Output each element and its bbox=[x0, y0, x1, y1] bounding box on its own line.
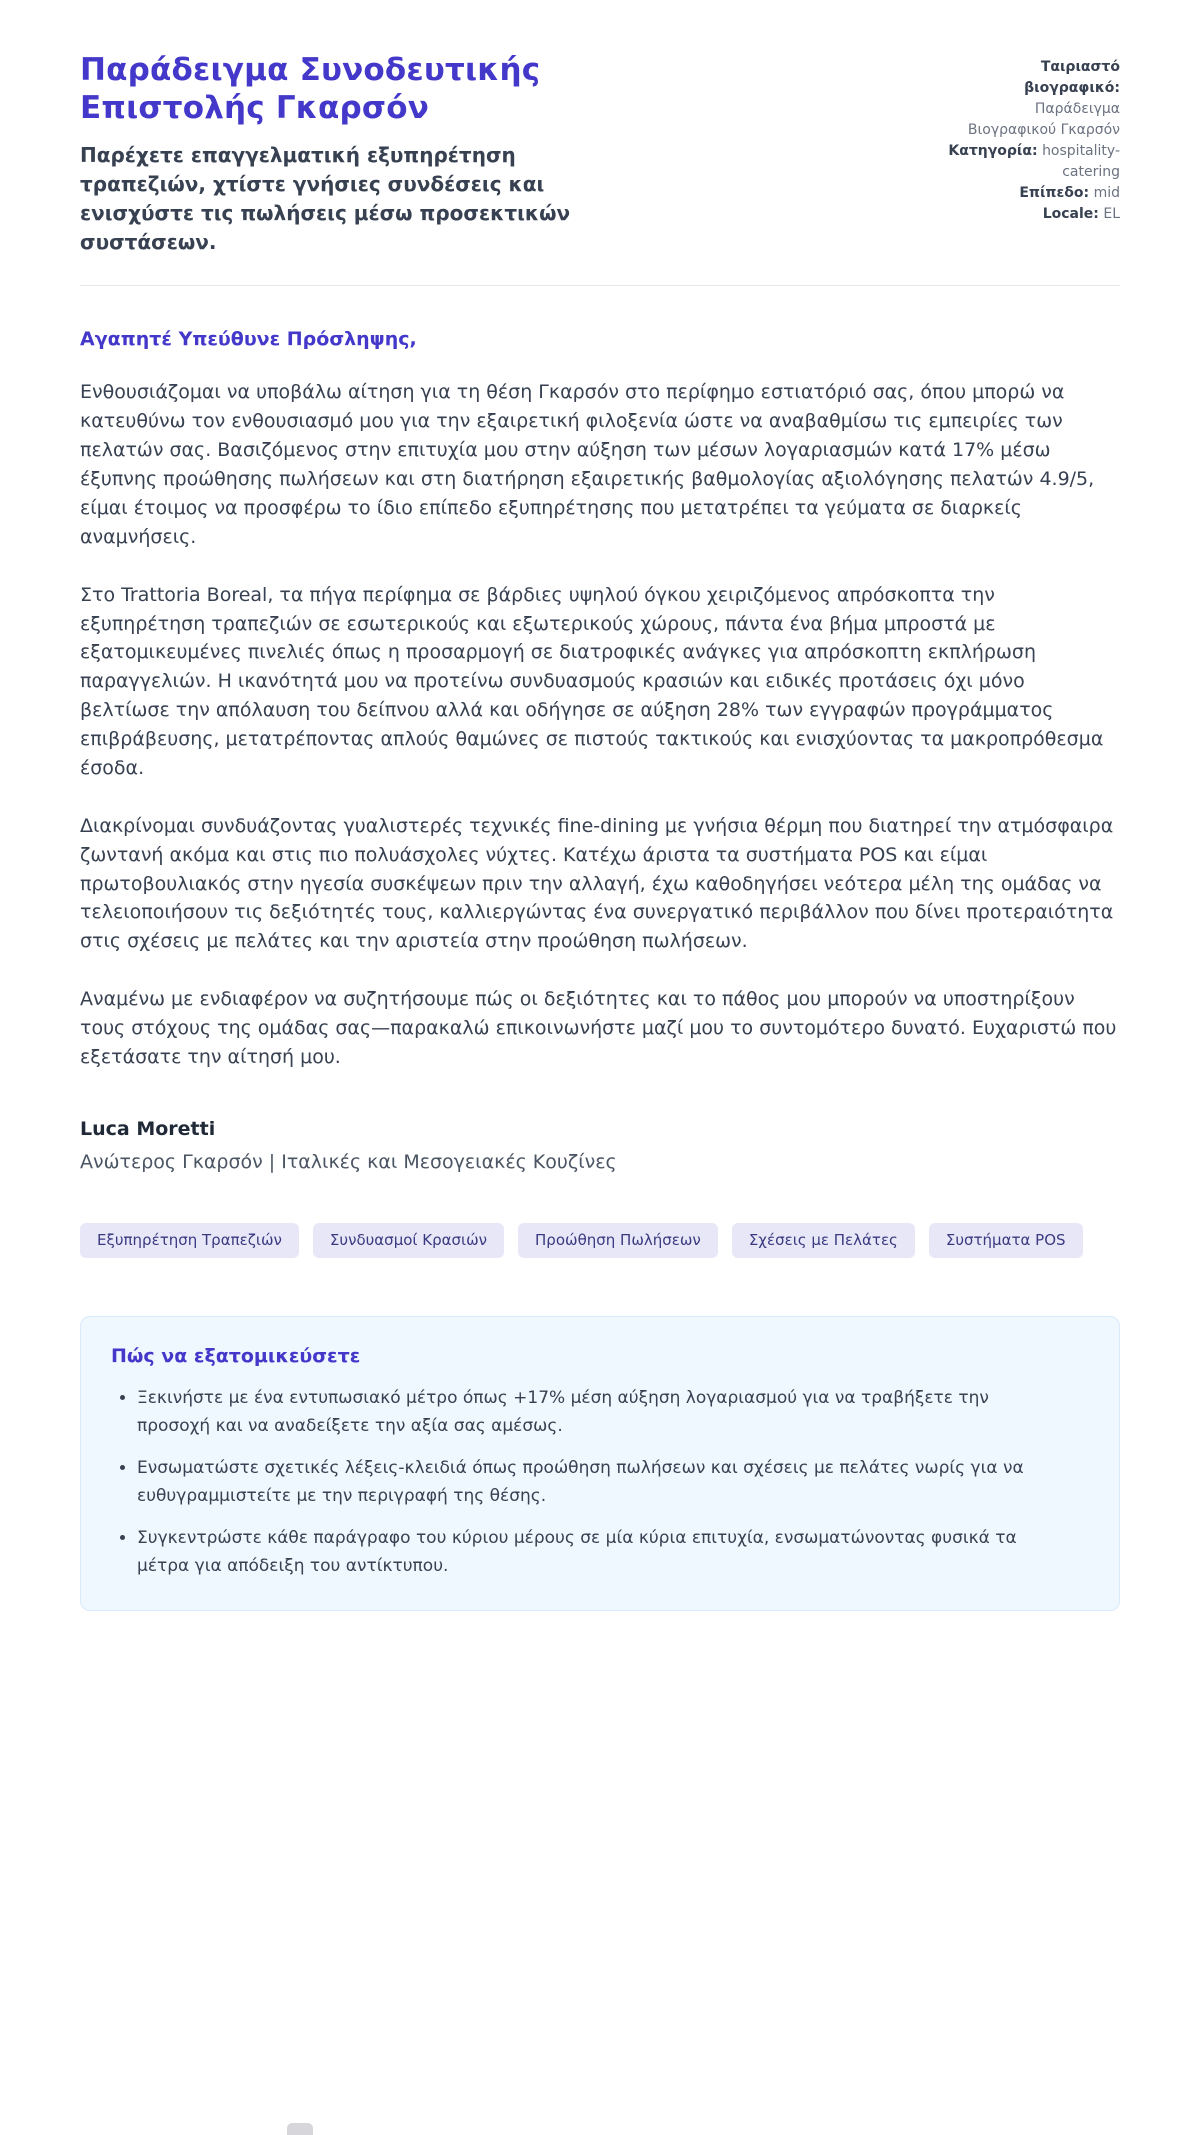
skill-tag: Προώθηση Πωλήσεων bbox=[518, 1223, 718, 1258]
skill-tag: Συνδυασμοί Κρασιών bbox=[313, 1223, 504, 1258]
partial-element-cutoff bbox=[287, 2123, 313, 2135]
header bbox=[80, 52, 1120, 257]
header-left bbox=[80, 52, 645, 257]
tip-item: • Συγκεντρώστε κάθε παράγραφο του κύριου μέρους σε μία κύρια επιτυχία, ενσωματώνοντας φυσικά τα μέτρα για απόδειξη του αντίκτυπου. bbox=[137, 1525, 1037, 1580]
tip-item: • Ξεκινήστε με ένα εντυπωσιακό μέτρο όπως +17% μέση αύξηση λογαριασμού για να τραβήξετε την προσοχή και να αναδείξετε την αξία σας αμέσως. bbox=[137, 1385, 1037, 1440]
page-title: Παράδειγμα Συνοδευτικής Επιστολής Γκαρσόν bbox=[80, 52, 541, 126]
signature-role: Ανώτερος Γκαρσόν | Ιταλικές και Μεσογειακές Κουζίνες bbox=[80, 1150, 617, 1173]
customization-tips-box bbox=[80, 1316, 1120, 1611]
signature-name: Luca Moretti bbox=[80, 1117, 216, 1140]
skill-tag: Συστήματα POS bbox=[929, 1223, 1083, 1258]
meta-label: Ταιριαστό βιογραφικό: bbox=[1024, 59, 1120, 96]
letter-paragraph: Ενθουσιάζομαι να υποβάλω αίτηση για τη θέση Γκαρσόν στο περίφημο εστιατόριό σας, όπου μπορώ να κατευθύνω τον ενθουσιασμό μου για την εξαιρετική φιλοξενία ώστε να αναβαθμίσω τις εμπειρίες των πελατών σας. Βασιζόμενος στην επιτυχία μου στην αύξηση των μέσων λογαριασμών κατά 17% μέσω έξυπνης προώθησης πωλήσεων και στη διατήρηση εξαιρετικής βαθμολογίας αξιολόγησης πελατών 4.9/5, είμαι έτοιμος να προσφέρω το ίδιο επίπεδο εξυπηρέτησης που μετατρέπει τα γεύματα σε διαρκείς αναμνήσεις. bbox=[80, 381, 1095, 548]
skill-tag: Εξυπηρέτηση Τραπεζιών bbox=[80, 1223, 299, 1258]
divider bbox=[80, 285, 1120, 286]
meta-value: hospitality-catering bbox=[1042, 143, 1120, 180]
meta-value: EL bbox=[1103, 206, 1120, 222]
meta-panel bbox=[948, 52, 1120, 225]
meta-entry-category bbox=[948, 141, 1120, 183]
meta-label: Κατηγορία: bbox=[948, 143, 1038, 159]
meta-entry-matching-resume bbox=[948, 57, 1120, 141]
skill-tag: Σχέσεις με Πελάτες bbox=[732, 1223, 915, 1258]
meta-entry-locale bbox=[948, 204, 1120, 225]
letter-paragraph: Διακρίνομαι συνδυάζοντας γυαλιστερές τεχνικές fine-dining με γνήσια θέρμη που διατηρεί την ατμόσφαιρα ζωντανή ακόμα και στις πιο πολυάσχολες νύχτες. Κατέχω άριστα τα συστήματα POS και είμαι πρωτοβουλιακός στην ηγεσία συσκέψεων πριν την αλλαγή, έχω καθοδηγήσει νεότερα μέλη της ομάδας να τελειοποιήσουν τις δεξιότητές τους, καλλιεργώντας ένα συνεργατικό περιβάλλον που δίνει προτεραιότητα στις σχέσεις με πελάτες και την αριστεία στην προώθηση πωλήσεων. bbox=[80, 814, 1114, 953]
meta-value: mid bbox=[1093, 185, 1120, 201]
tips-list bbox=[111, 1385, 1089, 1580]
letter-paragraph: Στο Trattoria Boreal, τα πήγα περίφημα σε βάρδιες υψηλού όγκου χειριζόμενος απρόσκοπτα την εξυπηρέτηση τραπεζιών σε εσωτερικούς και εξωτερικούς χώρους, πάντα ένα βήμα μπροστά με εξατομικευμένες πινελιές όπως η προσαρμογή σε διατροφικές ανάγκες για απρόσκοπτη εκπλήρωση παραγγελιών. Η ικανότητά μου να προτείνω συνδυασμούς κρασιών και ειδικές προτάσεις όχι μόνο βελτίωσε την απόλαυση του δείπνου αλλά και οδήγησε σε αύξηση 28% των εγγραφών προγράμματος επιβράβευσης, μετατρέποντας απλούς θαμώνες σε πιστούς τακτικούς και ενισχύοντας τα μακροπρόθεσμα έσοδα. bbox=[80, 583, 1104, 779]
meta-label: Επίπεδο: bbox=[1019, 185, 1090, 201]
skill-tags bbox=[80, 1223, 1120, 1258]
letter-greeting: Αγαπητέ Υπεύθυνε Πρόσληψης, bbox=[80, 328, 417, 351]
page-subtitle: Παρέχετε επαγγελματική εξυπηρέτηση τραπεζιών, χτίστε γνήσιες συνδέσεις και ενισχύστε τις πωλήσεις μέσω προσεκτικών συστάσεων. bbox=[80, 142, 571, 255]
matching-resume-link[interactable]: Παράδειγμα Βιογραφικού Γκαρσόν bbox=[967, 101, 1120, 138]
letter-paragraph: Αναμένω με ενδιαφέρον να συζητήσουμε πώς οι δεξιότητες και το πάθος μου μπορούν να υποστηρίξουν τους στόχους της ομάδας σας—παρακαλώ επικοινωνήστε μαζί μου το συντομότερο δυνατό. Ευχαριστώ που εξετάσατε την αίτησή μου. bbox=[80, 988, 1117, 1068]
meta-entry-level bbox=[948, 183, 1120, 204]
tip-item: • Ενσωματώστε σχετικές λέξεις-κλειδιά όπως προώθηση πωλήσεων και σχέσεις με πελάτες νωρίς για να ευθυγραμμιστείτε με την περιγραφή της θέσης. bbox=[137, 1455, 1037, 1510]
cover-letter-body bbox=[80, 328, 1120, 1172]
meta-label: Locale: bbox=[1042, 206, 1099, 222]
page bbox=[80, 0, 1120, 1611]
tips-title: Πώς να εξατομικεύσετε bbox=[111, 1345, 361, 1367]
